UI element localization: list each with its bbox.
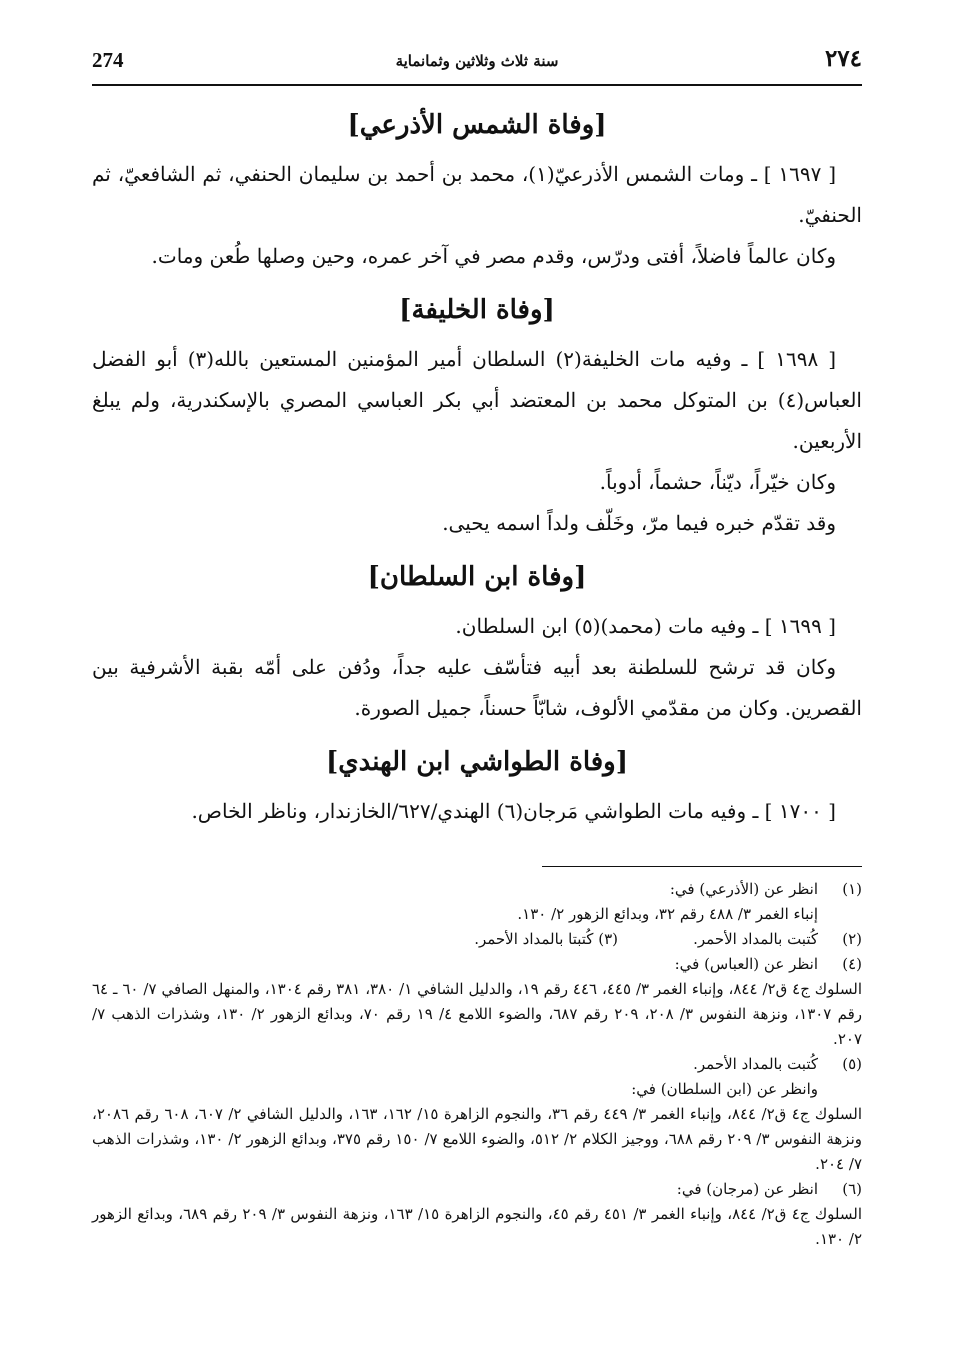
footnote-1 [92,877,862,927]
footnote-line: كُتبت بالمداد الأحمر. [693,930,818,948]
footnote-6-continuation: السلوك ج٤ ق٢/ ٨٤٤، وإنباء الغمر ٣/ ٤٥١ رقم ٤٥، والنجوم الزاهرة ١٥/ ١٦٣، ونزهة النفوس ٣/ ٢٠٩ رقم ٦٨٩، وبدائع الزهور ٢/ ١٣٠. [92,1205,863,1248]
section-tawashi [92,743,862,832]
footnote-number: (٥) [842,1055,862,1073]
entry-paragraph: وكان قد ترشح للسلطنة بعد أبيه فتأسّف عليه جداً، ودُفن على أمّه بقبة الأشرفية بين القصرين. وكان من مقدّمي الألوف، شابّاً حسناً، جميل الصورة. [92,655,862,720]
footnotes [92,877,862,1252]
entry-paragraph: [ ١٦٩٧ ] ـ ومات الشمس الأذرعيّ(١)، محمد بن أحمد بن سليمان الحنفي، ثم الشافعيّ، ثم الحنفيّ. [92,162,862,227]
footnote-line: انظر عن (الأذرعي) في: [669,880,818,898]
footnote-6 [92,1177,862,1202]
footnote-line: وانظر عن (ابن السلطان) في: [631,1080,818,1098]
footnote-number: (٣) [598,930,618,948]
footnote-number: (٢) [842,930,862,948]
entry-paragraph: [ ١٦٩٩ ] ـ وفيه مات (محمد)(٥) ابن السلطان. [455,614,836,638]
entry-paragraph: [ ١٦٩٨ ] ـ وفيه مات الخليفة(٢) السلطان أمير المؤمنين المستعين بالله(٣) أبو الفضل العباس(٤) بن المتوكل محمد بن المعتضد أبي بكر العباسي المصري بالإسكندرية، ولم يبلغ الأربعين. [92,347,862,453]
footnote-line: إنباء الغمر ٣/ ٤٨٨ رقم ٣٢، وبدائع الزهور ٢/ ١٣٠. [517,905,818,923]
page-number-latin: 274 [92,48,124,72]
footnote-line: انظر عن (مرجان) في: [676,1180,818,1198]
page-header [92,40,862,86]
footnote-number: (٦) [842,1180,862,1198]
footnote-line: انظر عن (العباس) في: [674,955,818,973]
section-title: [وفاة الشمس الأذرعي] [347,110,607,140]
footnote-number: (٤) [842,955,862,973]
footnote-line: كُتبت بالمداد الأحمر. [693,1055,818,1073]
section-title: [وفاة الخليفة] [399,295,555,325]
footnote-2-3 [92,927,862,952]
entry-paragraph: وكان عالماً فاضلاً، أفتى ودرّس، وقدم مصر في آخر عمره، وحين وصلها طُعن ومات. [151,244,836,268]
section-ibn-sultan [92,558,862,729]
footnote-separator [542,866,862,867]
footnote-number: (١) [842,880,862,898]
footnote-4-continuation: السلوك ج٤ ق٢/ ٨٤٤، وإنباء الغمر ٣/ ٤٤٥، ٤٤٦ رقم ١٩، والدليل الشافي ١/ ٣٨٠، ٣٨١ رقم ١٣٠٤، والمنهل الصافي ٧/ ٦٠ ـ ٦٤ رقم ١٣٠٧، ونزهة النفوس ٣/ ٢٠٨، ٢٠٩ رقم ٦٨٧، والضوء اللامع ٤/ ١٩ رقم ٧٠، وبدائع الزهور ٢/ ١٣٠، وشذرات الذهب ٧/ ٢٠٧. [92,980,863,1048]
entry-paragraph: [ ١٧٠٠ ] ـ وفيه مات الطواشي مَرجان(٦) الهندي/٦٢٧/الخازندار، وناظر الخاص. [191,799,836,823]
book-page [92,40,862,1252]
footnote-line: كُتبتا بالمداد الأحمر. [474,930,594,948]
entry-paragraph: وكان خيّراً، ديّناً، حشماً، أدوباً. [599,470,836,494]
footnote-5 [92,1052,862,1102]
section-title: [وفاة الطواشي ابن الهندي] [325,747,629,777]
section-title: [وفاة ابن السلطان] [367,562,587,592]
section-adhraai [92,106,862,277]
footnote-4 [92,952,862,977]
footnote-5-continuation: السلوك ج٤ ق٢/ ٨٤٤، وإنباء الغمر ٣/ ٤٤٩ رقم ٣٦، والنجوم الزاهرة ١٥/ ١٦٢، ١٦٣، والدليل الشافي ٢/ ٦٠٧، ٦٠٨ رقم ٢٠٨٦، ونزهة النفوس ٣/ ٢٠٩ رقم ٦٨٨، ووجيز الكلام ٢/ ٥١٢، والضوء اللامع ٧/ ١٥٠ رقم ٣٧٥، وبدائع الزهور ٢/ ١٣٠، وشذرات الذهب ٧/ ٢٠٤. [92,1105,863,1173]
running-title: سنة ثلاث وثلاثين وثمانماية [395,52,559,70]
entry-paragraph: وقد تقدّم خبره فيما مرّ، وخَلّف ولداً اسمه يحيى. [442,511,836,535]
section-khalifa [92,291,862,544]
page-number-arabic: ٢٧٤ [824,45,862,72]
